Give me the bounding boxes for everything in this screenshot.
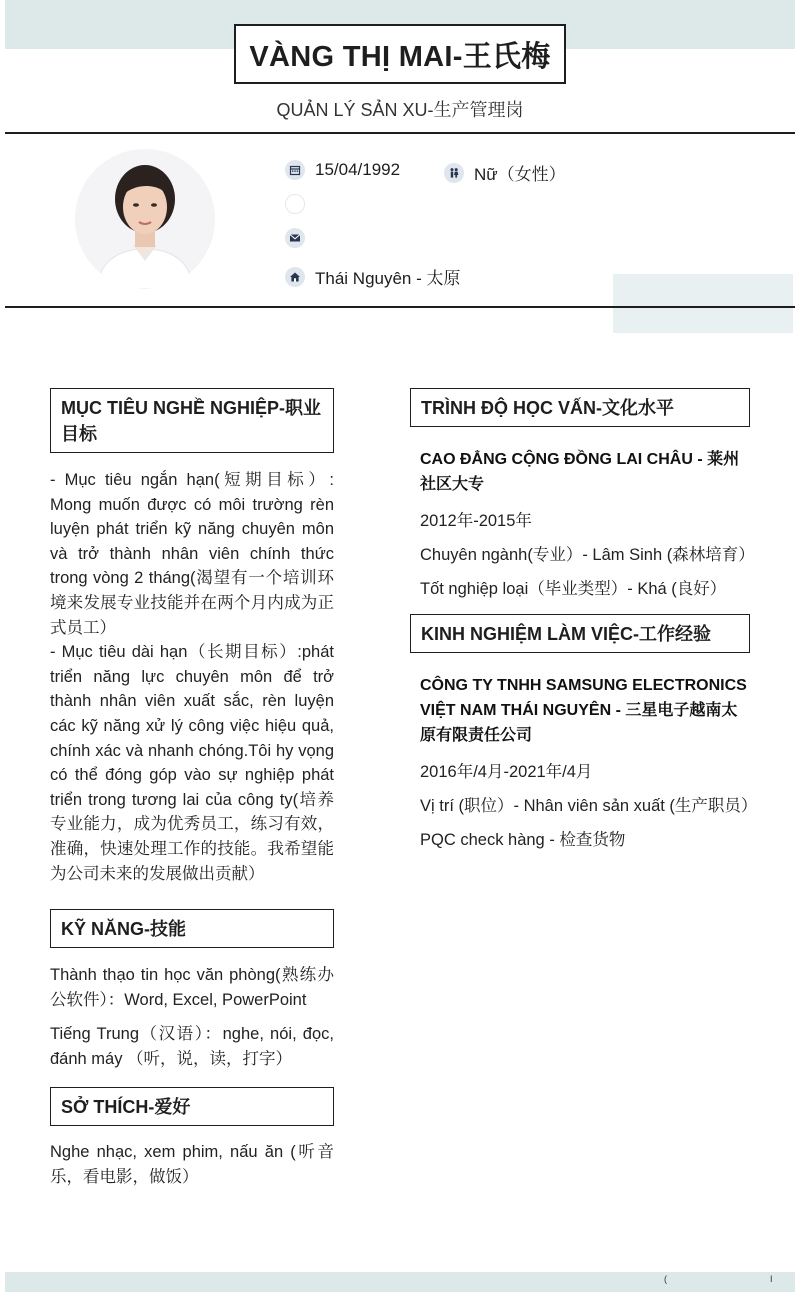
- skill-item-office: Thành thạo tin học văn phòng(熟练办公软件）：Word, Excel, PowerPoint: [50, 966, 334, 1009]
- education-period: 2012年-2015年: [420, 512, 532, 530]
- decorative-band: [613, 274, 793, 333]
- name-box: [234, 24, 566, 84]
- skill-item-chinese: Tiếng Trung（汉语）：nghe, nói, đọc, đánh máy （听，说，读，打字）: [50, 1025, 334, 1068]
- footer-mark-right: I: [770, 1274, 773, 1284]
- avatar: [75, 149, 215, 289]
- divider-top: [5, 132, 795, 134]
- footer-mark-left: (: [664, 1274, 667, 1284]
- calendar-icon: [285, 160, 305, 180]
- objective-short-term: - Mục tiêu ngắn hạn(短期目标）: Mong muốn được có môi trường rèn luyện phát triển kỹ năng chuyên môn và trở thành nhân viên chính thức trong vòng 2 tháng(渴望有一个培训环境来发展专业技能并在两个月内成为正式员工）: [50, 471, 334, 637]
- divider-bottom: [5, 306, 795, 308]
- experience-entry: [410, 673, 758, 852]
- experience-title: KINH NGHIỆM LÀM VIỆC-工作经验: [410, 614, 750, 653]
- address-row: [285, 264, 461, 289]
- objective-long-term: - Mục tiêu dài hạn（长期目标）:phát triển năng lực chuyên môn để trở thành nhân viên xuất sắc, rèn luyện các kỹ năng xử lý công việc hiệu quả, chính xác và nhanh chóng.Tôi hy vọng có thể đóng góp vào sự nghiệp phát triển trong tương lai của công ty(培养专业能力，成为优秀员工，练习有效，准确，快速处理工作的技能。我希望能为公司未来的发展做出贡献）: [50, 643, 334, 883]
- home-icon: [285, 267, 305, 287]
- education-major: Chuyên ngành(专业）- Lâm Sinh (森林培育）: [420, 546, 755, 564]
- phone-icon: [285, 194, 305, 214]
- job-position: QUẢN LÝ SẢN XU-生产管理岗: [276, 100, 524, 120]
- address-value: Thái Nguyên - 太原: [315, 269, 461, 288]
- gender-icon: [444, 163, 464, 183]
- gender-value: Nữ（女性）: [474, 165, 566, 184]
- skills-title: KỸ NĂNG-技能: [50, 909, 334, 948]
- hobbies-title: SỞ THÍCH-爱好: [50, 1087, 334, 1126]
- phone-row: [285, 194, 315, 214]
- birthdate-row: [285, 160, 400, 180]
- experience-task: PQC check hàng - 检查货物: [420, 831, 626, 849]
- hobbies-text: Nghe nhạc, xem phim, nấu ăn (听音乐，看电影，做饭）: [50, 1143, 334, 1187]
- candidate-name: VÀNG THỊ MAI-王氏梅: [249, 40, 551, 73]
- gender-row: [444, 160, 566, 185]
- mail-icon: [285, 228, 305, 248]
- experience-period: 2016年/4月-2021年/4月: [420, 763, 593, 781]
- education-entry: [410, 447, 755, 601]
- birthdate-value: 15/04/1992: [315, 160, 401, 179]
- objective-title: MỤC TIÊU NGHỀ NGHIỆP-职业目标: [50, 388, 334, 453]
- education-title: TRÌNH ĐỘ HỌC VẤN-文化水平: [410, 388, 750, 427]
- email-row: [285, 228, 315, 248]
- experience-role: Vị trí (职位）- Nhân viên sản xuất (生产职员）: [420, 797, 758, 815]
- education-grade: Tốt nghiệp loại（毕业类型）- Khá (良好）: [420, 580, 727, 598]
- left-column: [50, 388, 334, 1190]
- company-name: CÔNG TY TNHH SAMSUNG ELECTRONICS VIỆT NAM THÁI NGUYÊN - 三星电子越南太原有限责任公司: [420, 677, 747, 744]
- school-name: CAO ĐẲNG CỘNG ĐỒNG LAI CHÂU - 莱州社区大专: [420, 451, 740, 493]
- footer-band: [5, 1272, 795, 1292]
- right-column: [410, 388, 758, 852]
